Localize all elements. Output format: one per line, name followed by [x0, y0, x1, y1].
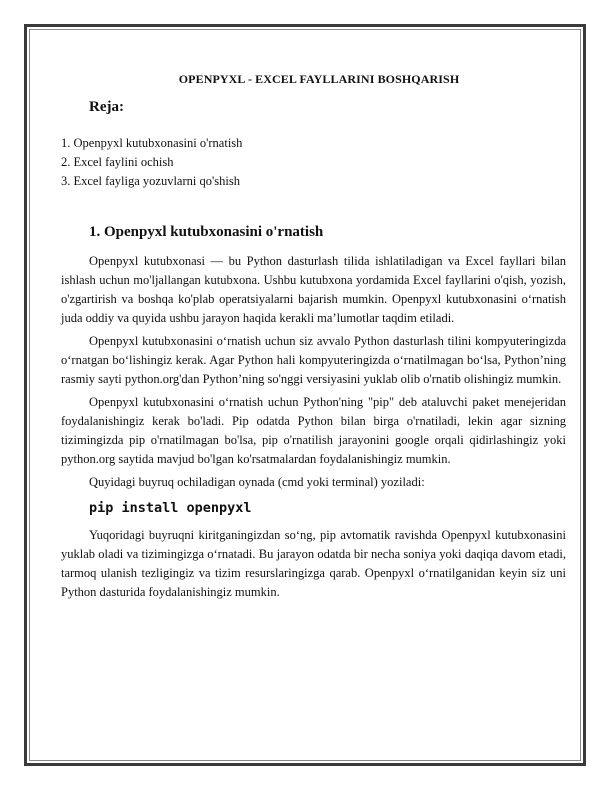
- plan-heading: Reja:: [89, 99, 124, 115]
- paragraph: Openpyxl kutubxonasi — bu Python dasturlash tilida ishlatiladigan va Excel fayllari bilan ishlash uchun mo'ljallangan kutubxona. Ushbu kutubxona yordamida Excel fayllarini o'qish, yozish, o'zgartirish va boshqa ko'plab operatsiyalarni bajarish mumkin. Openpyxl kutubxonasini o‘rnatish juda oddiy va quyida ushbu jarayon haqida kerakli ma’lumotlar taqdim etiladi.: [61, 254, 566, 325]
- section-body: [61, 252, 566, 606]
- paragraph: Quyidagi buyruq ochiladigan oynada (cmd yoki terminal) yoziladi:: [89, 475, 425, 489]
- paragraph: Openpyxl kutubxonasini o‘rnatish uchun Python'ning "pip" deb ataluvchi paket menejeridan foydalanishingiz kerak bo'ladi. Pip odatda Python bilan birga o'rnatiladi, lekin agar sizning tizimingizda pip o'rnatilmagan bo'lsa, pip o'rnatilish jarayonini google orqali qidirlashingiz yoki python.org saytida mavjud bo'lgan ko'rsatmalardan foydalanishingiz mumkin.: [61, 395, 566, 466]
- plan-item: 1. Openpyxl kutubxonasini o'rnatish: [61, 136, 243, 150]
- plan-item: 2. Excel faylini ochish: [61, 155, 174, 169]
- paragraph: Yuqoridagi buyruqni kiritganingizdan so‘ng, pip avtomatik ravishda Openpyxl kutubxonasini yuklab oladi va tizimingizga o‘rnatadi. Bu jarayon odatda bir necha soniya yoki daqiqa davom etadi, tarmoq ulanish tezligingiz va tizim resurslaringizga qarab. Openpyxl o‘rnatilganidan keyin siz uni Python dasturida foydalanishingiz mumkin.: [61, 528, 566, 599]
- plan-item: 3. Excel fayliga yozuvlarni qo'shish: [61, 174, 240, 188]
- paragraph: Openpyxl kutubxonasini o‘rnatish uchun siz avvalo Python dasturlash tilini kompyuteringizda o‘rnatgan bo‘lishingiz kerak. Agar Python hali kompyuteringizda o‘rnatilmagan bo‘lsa, Python’ning rasmiy sayti python.org'dan Python’ning so'nggi versiyasini yuklab olib o'rnatib olishingiz mumkin.: [61, 334, 566, 386]
- plan-list: [61, 134, 242, 191]
- code-command: pip install openpyxl: [89, 500, 252, 516]
- document-title: OPENPYXL - EXCEL FAYLLARINI BOSHQARISH: [178, 72, 460, 86]
- document-page: [24, 24, 586, 766]
- section-heading: 1. Openpyxl kutubxonasini o'rnatish: [89, 224, 324, 240]
